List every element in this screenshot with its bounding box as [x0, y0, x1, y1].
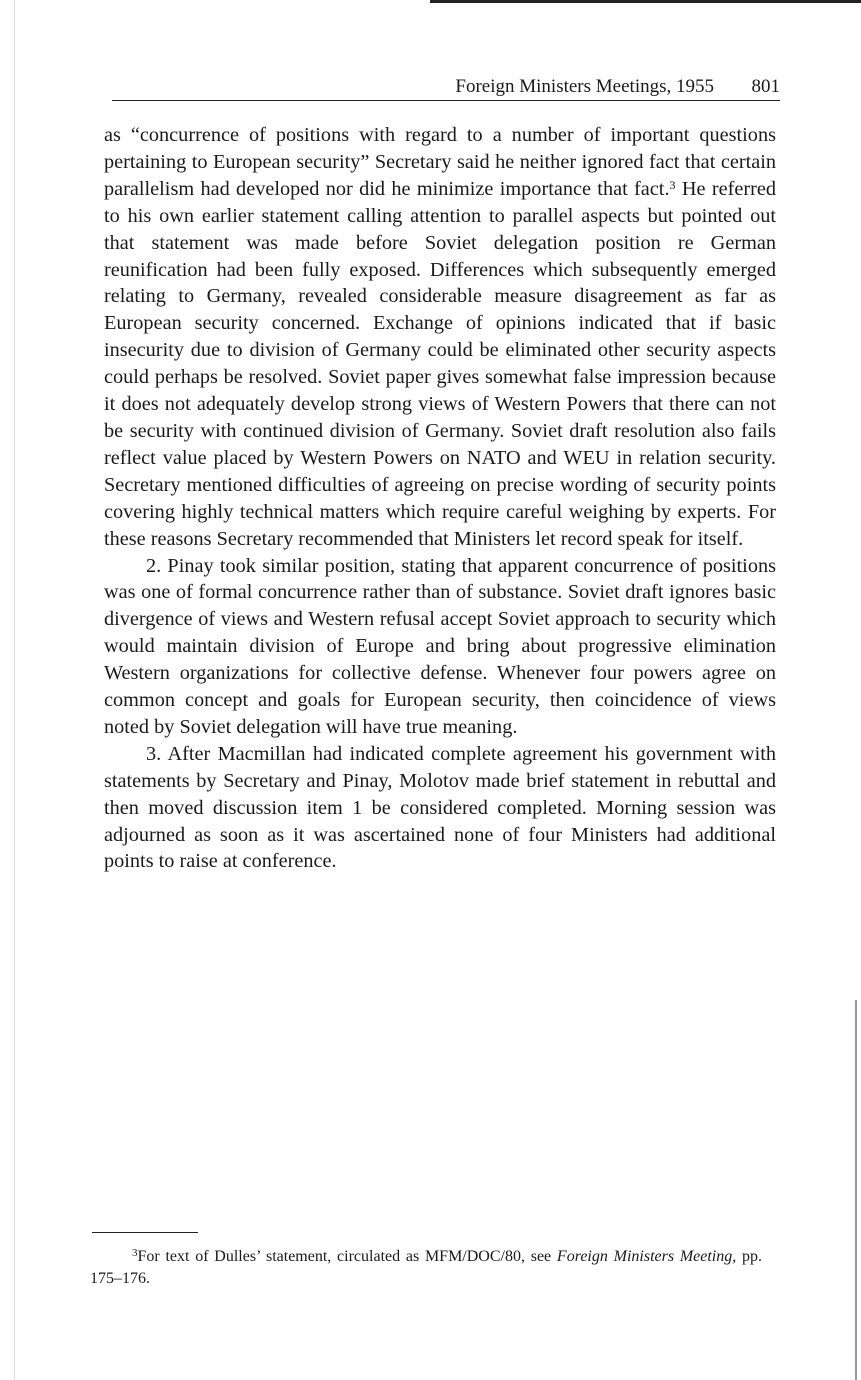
running-head — [112, 74, 780, 101]
paragraph-2: 2. Pinay took similar position, stating that apparent concurrence of positions was one of formal concurrence rather than of substance. Soviet draft ignores basic divergence of views and Western refusal accept Soviet approach to security which would maintain division of Europe and bring about progressive elimination Western organizations for collective defense. Whenever four powers agree on common concept and goals for European security, then coincidence of views noted by Soviet delegation will have true meaning. — [104, 554, 776, 738]
footnote-pages: pp. 175–176. — [90, 1248, 763, 1287]
footnote-source-title: Foreign Ministers Meeting, — [556, 1248, 737, 1265]
paragraph-3: 3. After Macmillan had indicated complete agreement his government with statements by Secretary and Pinay, Molotov made brief statement in rebuttal and then moved discussion item 1 be considered completed. Morning session was adjourned as soon as it was ascertained none of four Ministers had additional points to raise at conference. — [104, 742, 776, 873]
footnote-divider — [92, 1232, 198, 1233]
paragraph-1-text: as “concurrence of positions with regard to a number of important questions pertaining to European security” Secretary said he neither ignored fact that certain parallelism had developed nor did he minimize importance that fact. — [104, 124, 776, 200]
scan-edge-top — [430, 0, 861, 3]
body-text — [104, 122, 776, 875]
footnote-text: For text of Dulles’ statement, circulated as MFM/DOC/80, see — [137, 1248, 557, 1265]
page-number: 801 — [751, 76, 780, 97]
paragraph-1 — [104, 122, 776, 553]
footnote-marker: 3 — [132, 1247, 138, 1259]
scan-edge-right — [855, 1000, 857, 1380]
running-head-title: Foreign Ministers Meetings, 1955 — [455, 76, 714, 97]
footnote — [90, 1246, 762, 1290]
paragraph-1-continuation: He referred to his own earlier statement calling attention to parallel aspects but pointed out that statement was made before Soviet delegation position re German reunification had been fully exposed. Differences which subsequently emerged relating to Germany, revealed considerable measure disagreement as far as European security concerned. Exchange of opinions indicated that if basic insecurity due to division of Germany could be eliminated other security aspects could perhaps be resolved. Soviet paper gives somewhat false impression because it does not adequately develop strong views of Western Powers that there can not be security with continued division of Germany. Soviet draft resolution also fails reflect value placed by Western Powers on NATO and WEU in relation security. Secretary mentioned difficulties of agreeing on precise wording of security points covering highly technical matters which require careful weighing by experts. For these reasons Secretary recommended that Ministers let record speak for itself. — [104, 177, 776, 550]
scan-edge-left — [14, 0, 15, 1380]
footnote-body — [90, 1246, 762, 1290]
footnote-reference: 3 — [669, 177, 676, 192]
